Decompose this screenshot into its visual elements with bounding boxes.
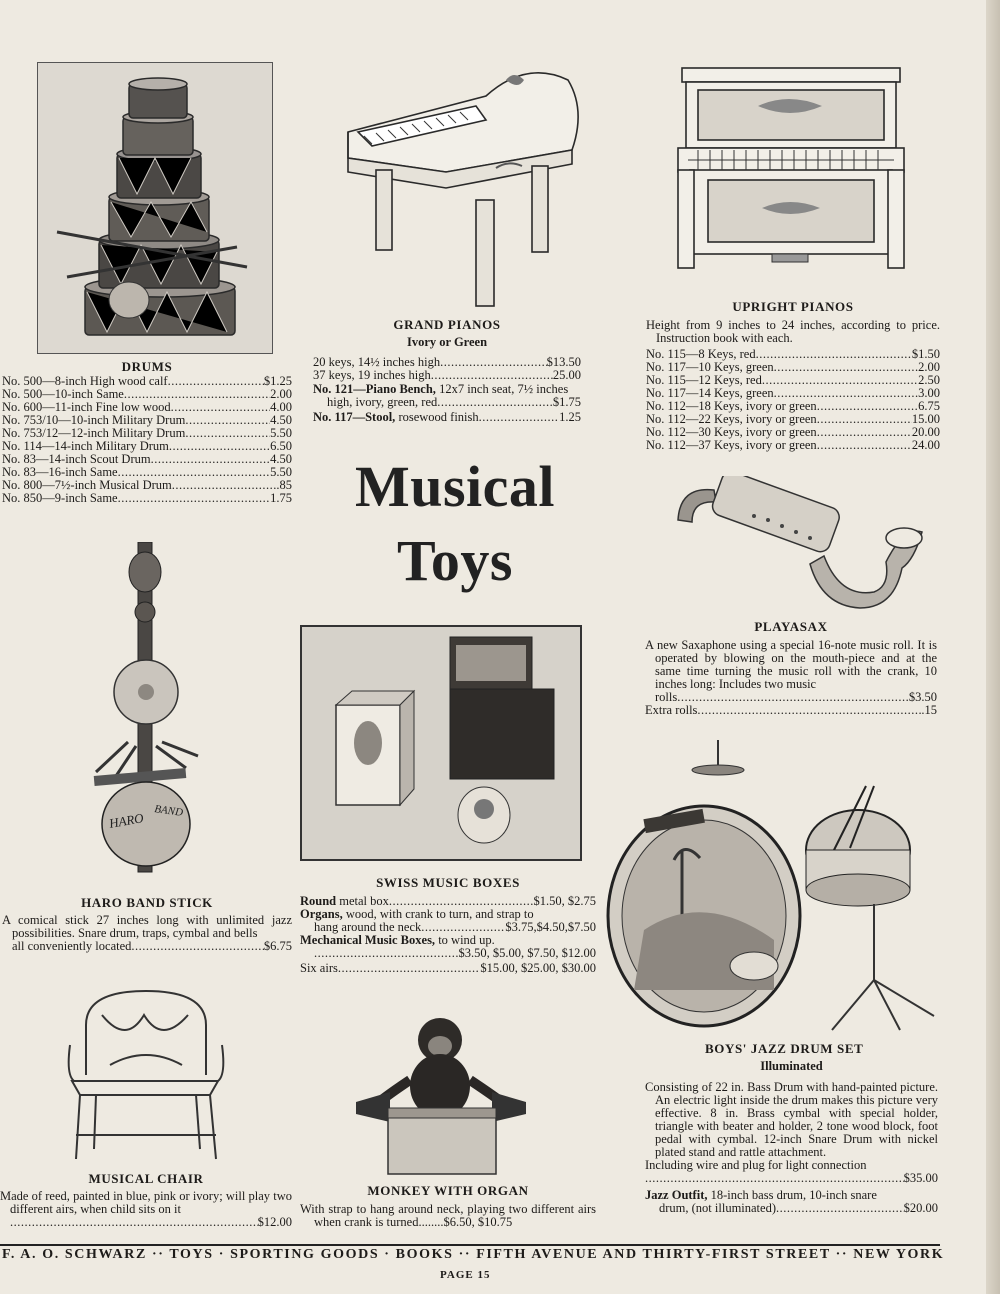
drum-item-price: .85 [276,478,292,492]
piano-stool-row [313,411,581,424]
chair-title: MUSICAL CHAIR [88,1171,204,1186]
musical-chair-image [66,985,226,1163]
swiss-round-price: $1.50, $2.75 [533,894,596,908]
grand-pianos-subtitle: Ivory or Green [406,335,488,349]
drum-item-price: 4.00 [270,400,292,414]
upright-piano-item-label: No. 112—37 Keys, ivory or green [646,438,817,452]
monkey-desc: With strap to hang around neck, playing two different airs when crank is turned........$6.50, $10.75 [300,1202,596,1229]
chair-desc: Made of reed, painted in blue, pink or ivory; will play two different airs, when child sits on it [0,1189,292,1216]
grand-pianos-section [313,318,581,424]
drum-item-price: 1.75 [270,491,292,505]
upright-piano-item-row [646,439,940,452]
drum-item-label: No. 114—14-inch Military Drum [2,439,169,453]
upright-pianos-title: UPRIGHT PIANOS [732,299,854,314]
swiss-organs-price: $3.75,$4.50,$7.50 [505,920,596,934]
drum-item-price: 5.50 [270,426,292,440]
grand-piano-image [336,40,584,312]
drums-photo [37,62,273,354]
haro-price-row [2,940,292,953]
piano-stool-desc: rosewood finish [395,410,479,424]
haro-band-stick-image [76,542,212,882]
upright-piano-image [668,62,912,280]
drum-item-label: No. 83—14-inch Scout Drum [2,452,151,466]
upright-piano-item-price: $1.50 [911,347,940,361]
upright-piano-item-price: 20.00 [911,425,940,439]
jazz-wiring-price: $35.00 [903,1171,938,1185]
grand-piano-item-label: 37 keys, 19 inches high [313,368,431,382]
swiss-section [300,876,596,975]
haro-section [2,896,292,953]
upright-piano-item-price: 2.50 [918,373,940,387]
upright-piano-item-label: No. 112—30 Keys, ivory or green [646,425,817,439]
swiss-organs-line2: hang around the neck [314,920,422,934]
piano-bench-row [313,396,581,409]
haro-drum-text-2: BAND [153,803,184,819]
piano-bench-bold: No. 121—Piano Bench, [313,382,436,396]
jazz-wiring-row [645,1172,938,1185]
upright-piano-item-label: No. 115—12 Keys, red [646,373,762,387]
drum-item-price: 6.50 [270,439,292,453]
upright-piano-item-price: 3.00 [918,386,940,400]
upright-piano-item-label: No. 112—22 Keys, ivory or green [646,412,817,426]
drum-item-price: 5.50 [270,465,292,479]
drums-section [2,360,292,505]
jazz-subtitle: Illuminated [760,1059,823,1073]
monkey-desc-text: With strap to hang around neck, playing two different airs when crank is turned [300,1202,596,1229]
drum-item-price: 4.50 [270,452,292,466]
swiss-mech-price: $3.50, $5.00, $7.50, $12.00 [458,946,596,960]
jazz-outfit-price: $20.00 [903,1201,938,1215]
upright-piano-item-label: No. 115—8 Keys, red [646,347,756,361]
playasax-item-price: .15 [921,703,937,717]
chair-price: $12.00 [257,1215,292,1229]
upright-piano-item-price: 15.00 [911,412,940,426]
swiss-title: SWISS MUSIC BOXES [376,875,520,890]
grand-piano-item-row [313,369,581,382]
upright-piano-item-price: 24.00 [911,438,940,452]
swiss-music-boxes-photo [300,625,582,861]
playasax-title: PLAYASAX [754,619,828,634]
grand-piano-item-price: 25.00 [552,368,581,382]
chair-price-row [0,1216,292,1229]
playasax-item-label: Extra rolls [645,703,698,717]
grand-pianos-title: GRAND PIANOS [393,317,501,332]
drum-item-price: 2.00 [270,387,292,401]
jazz-outfit-line2: drum, (not illuminated) [659,1201,776,1215]
musical-toys-heading [330,456,580,592]
jazz-wiring: Including wire and plug for light connection [645,1158,867,1172]
piano-stool-bold: No. 117—Stool, [313,410,396,424]
playasax-desc: A new Saxaphone using a special 16-note music roll. It is operated by blowing on the mouth-piece and at the same time turning the music roll with the crank, 10 inches long: Includes two music [645,638,937,691]
drum-item-label: No. 800—7½-inch Musical Drum [2,478,172,492]
grand-piano-item-label: 20 keys, 14½ inches high [313,355,441,369]
swiss-round-bold: Round [300,894,337,908]
drum-item-label: No. 753/10—10-inch Military Drum [2,413,186,427]
heading-line-1: Musical [354,454,556,519]
footer-rule [0,1244,940,1246]
drum-item-label: No. 83—16-inch Same [2,465,118,479]
page-number: PAGE 15 [440,1269,491,1281]
monkey-organ-image [350,1010,532,1178]
upright-piano-item-price: 6.75 [918,399,940,413]
drums-title: DRUMS [121,359,173,374]
swiss-six-row [300,962,596,975]
upright-pianos-intro: Height from 9 inches to 24 inches, according to price. Instruction book with each. [646,318,940,345]
upright-piano-item-label: No. 117—10 Keys, green [646,360,774,374]
playasax-item-label: rolls [655,690,678,704]
haro-desc: A comical stick 27 inches long with unlimited jazz possibilities. Snare drum, traps, cymbal and bells [2,913,292,940]
playasax-item-price: $3.50 [908,690,937,704]
upright-piano-item-label: No. 112—18 Keys, ivory or green [646,399,817,413]
drum-item-price: $1.25 [263,374,292,388]
page-edge [986,0,1000,1294]
drum-item-label: No. 500—8-inch High wood calf [2,374,168,388]
swiss-mech-row [300,947,596,960]
drum-item-label: No. 500—10-inch Same [2,387,124,401]
upright-pianos-section [646,300,940,452]
upright-piano-item-price: 2.00 [918,360,940,374]
monkey-price: $6.50, $10.75 [443,1215,513,1229]
jazz-outfit-row [645,1202,938,1215]
jazz-section [645,1042,938,1215]
footer-address: F. A. O. SCHWARZ ·· TOYS · SPORTING GOODS · BOOKS ·· FIFTH AVENUE AND THIRTY-FIRST STREET ·· NEW YORK [2,1247,945,1262]
swiss-six-price: $15.00, $25.00, $30.00 [480,961,596,975]
monkey-section [300,1184,596,1229]
swiss-organs-text: wood, with crank to turn, and strap to [342,907,534,921]
jazz-desc: Consisting of 22 in. Bass Drum with hand-painted picture. An electric light inside the drum makes this picture very effective. 8 in. Brass cymbal with special holder, triangle with beater and holder, 2 tone wood block, foot pedal with cymbal. 12-inch Snare Drum with nickel plated stand and rattle attachment. [645,1080,938,1159]
drum-item-label: No. 753/12—12-inch Military Drum [2,426,186,440]
swiss-organs-bold: Organs, [300,907,343,921]
playasax-image [664,476,926,614]
haro-price: $6.75 [263,939,292,953]
monkey-title: MONKEY WITH ORGAN [367,1183,529,1198]
drum-item-row [2,492,292,505]
drum-item-label: No. 600—11-inch Fine low wood [2,400,171,414]
swiss-mech-text: to wind up. [435,933,495,947]
haro-drum-text-1: HARO [107,810,145,831]
upright-piano-item-label: No. 117—14 Keys, green [646,386,774,400]
drum-item-price: 4.50 [270,413,292,427]
chair-section [0,1172,292,1229]
jazz-outfit-bold: Jazz Outfit, [645,1188,708,1202]
playasax-item-row [645,704,937,717]
grand-piano-item-price: $13.50 [546,355,581,369]
playasax-section [645,620,937,717]
piano-bench-price: $1.75 [552,395,581,409]
piano-bench-line2: high, ivory, green, red [327,395,438,409]
swiss-six-label: Six airs [300,961,338,975]
piano-stool-price: 1.25 [559,410,581,424]
haro-title: HARO BAND STICK [81,895,213,910]
heading-line-2: Toys [397,528,513,593]
piano-bench-desc: 12x7 inch seat, 7½ inches [435,382,569,396]
jazz-drum-set-image [604,740,940,1036]
haro-last-label: all conveniently located [12,939,132,953]
drum-item-label: No. 850—9-inch Same [2,491,118,505]
jazz-title: BOYS' JAZZ DRUM SET [705,1041,864,1056]
swiss-mech-bold: Mechanical Music Boxes, [300,933,436,947]
swiss-round-text: metal box [336,894,389,908]
jazz-outfit-text: 18-inch bass drum, 10-inch snare [707,1188,877,1202]
